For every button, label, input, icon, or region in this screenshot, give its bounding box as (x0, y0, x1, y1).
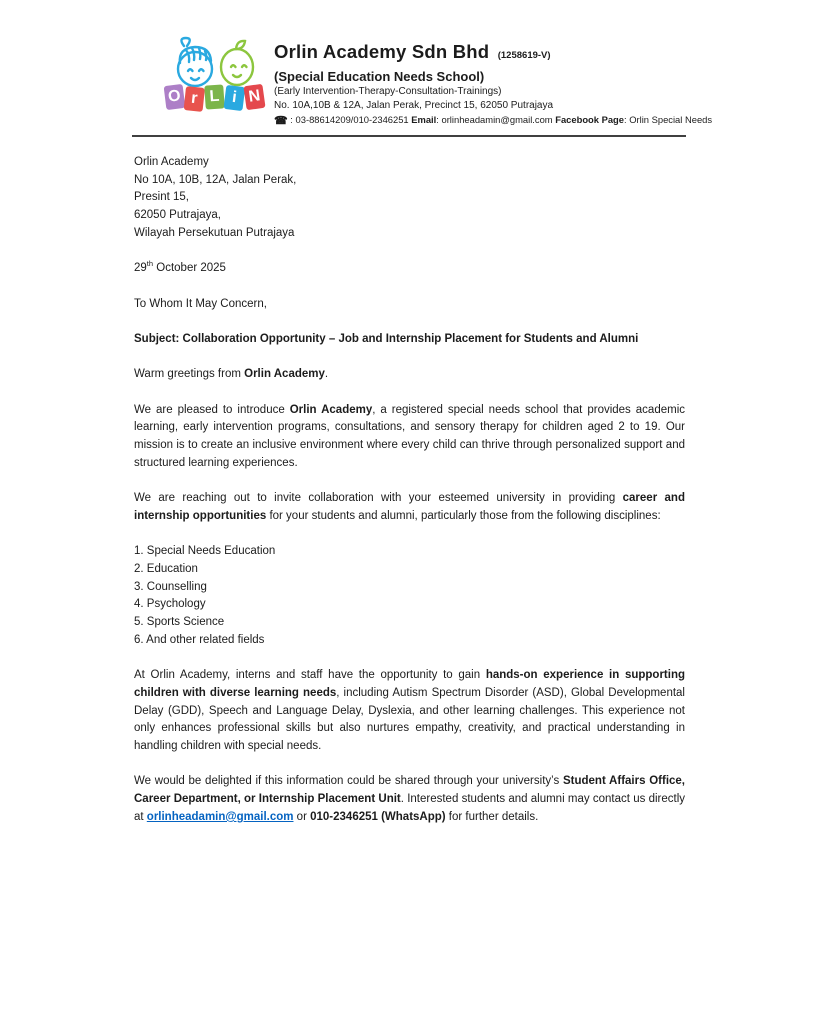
logo-letter-block: O (163, 84, 185, 110)
logo-letter-block: N (243, 84, 265, 110)
logo-letter-block: i (223, 85, 245, 111)
email-link[interactable]: orlinheadamin@gmail.com (146, 810, 294, 823)
company-registration: (1258619-V) (497, 50, 551, 61)
letterhead-address: No. 10A,10B & 12A, Jalan Perak, Precinct 15, 62050 Putrajaya (274, 100, 554, 111)
list-item: 3. Counselling (134, 580, 207, 593)
company-name: Orlin Academy Sdn Bhd (274, 41, 490, 62)
letter-body (134, 154, 685, 827)
greeting: Warm greetings from Orlin Academy. (134, 368, 329, 381)
letterhead-divider (132, 135, 686, 137)
contact-line: : 03-88614209/010-2346251 Email: orlinheadamin@gmail.com Facebook Page: Orlin Special Needs (287, 114, 713, 125)
list-item: 6. And other related fields (134, 633, 265, 646)
list-item: Orlin Academy (134, 156, 209, 168)
subject-line: Subject: Collaboration Opportunity – Job and Internship Placement for Students and Alumni (134, 332, 639, 345)
paragraph-invite: We are reaching out to invite collaboration with your esteemed university in providing career and internship opportunities for your students and alumni, particularly those from the following disciplines: (134, 492, 685, 522)
list-item: Wilayah Persekutuan Putrajaya (134, 226, 295, 239)
services-line: (Early Intervention-Therapy-Consultation-Trainings) (274, 86, 502, 97)
ordinal-suffix: th (146, 259, 154, 269)
orlin-logo (158, 36, 270, 109)
logo-letter-block: L (204, 84, 225, 109)
letterhead-text (274, 36, 712, 128)
letter-date: 29th October 2025 (134, 259, 226, 275)
list-item: 2. Education (134, 563, 198, 576)
list-item: 1. Special Needs Education (134, 545, 276, 558)
list-item: 5. Sports Science (134, 616, 225, 629)
children-faces-icon (164, 36, 264, 90)
letterhead (134, 36, 713, 128)
school-type: (Special Education Needs School) (274, 69, 485, 84)
disciplines-list (134, 543, 685, 649)
list-item: Presint 15, (134, 191, 189, 204)
list-item: 4. Psychology (134, 598, 206, 611)
phone-icon: ☎ (274, 115, 288, 127)
paragraph-experience: At Orlin Academy, interns and staff have the opportunity to gain hands-on experience in supporting children with diverse learning needs, including Autism Spectrum Disorder (ASD), Global Developmental Delay (GDD), Speech and Language Delay, Dyslexia, and other learning challenges. This experience not only enhances professional skills but also nurtures empathy, creativity, and practical understanding in handling children with special needs. (134, 669, 685, 753)
paragraph-intro: We are pleased to introduce Orlin Academy, a registered special needs school that provides academic learning, early intervention programs, consultations, and sensory therapy for children aged 2 to 19. Our mission is to create an inclusive environment where every child can thrive through personalized support and structured learning experiences. (134, 403, 686, 469)
salutation: To Whom It May Concern, (134, 297, 267, 310)
sender-address (134, 154, 685, 243)
list-item: No 10A, 10B, 12A, Jalan Perak, (134, 173, 297, 186)
orlin-logo-letters (164, 85, 264, 109)
letterhead-contact (274, 113, 712, 128)
logo-letter-block: r (183, 86, 204, 112)
list-item: 62050 Putrajaya, (134, 209, 221, 222)
paragraph-contact: We would be delighted if this information could be shared through your university’s Student Affairs Office, Career Department, or Internship Placement Unit. Interested students and alumni may contact us directly at orlinheadamin@gmail.com or 010-2346251 (WhatsApp) for further details. (134, 775, 686, 823)
